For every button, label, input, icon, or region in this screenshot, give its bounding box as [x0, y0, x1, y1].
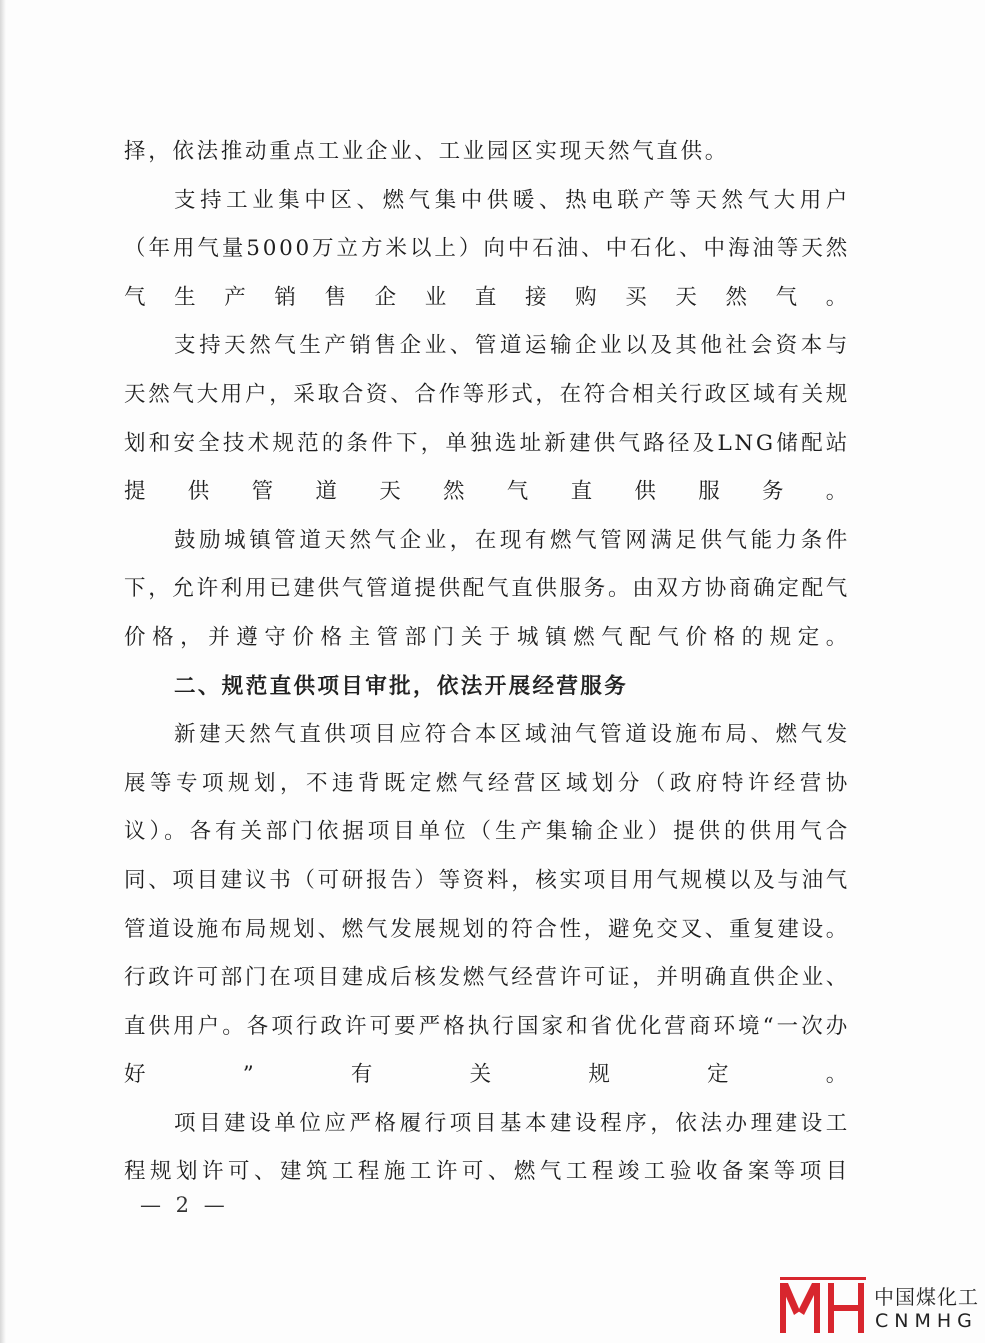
watermark-brand-en: CNMHG [875, 1310, 978, 1332]
paragraph-1: 择，依法推动重点工业企业、工业园区实现天然气直供。 [124, 139, 730, 164]
paragraph-2: 支持工业集中区、燃气集中供暖、热电联产等天然气大用户（年用气量5000万立方米以上）向中石油、中石化、中海油等天然气生产销售企业直接购买天然气。 [124, 187, 850, 310]
page-number: — 2 — [140, 1193, 229, 1217]
watermark [778, 1275, 978, 1335]
mh-logo-icon [778, 1275, 870, 1335]
scan-edge-shadow [0, 0, 6, 1343]
watermark-brand-cn: 中国煤化工 [874, 1285, 979, 1309]
paragraph-6: 新建天然气直供项目应符合本区域油气管道设施布局、燃气发展等专项规划，不违背既定燃气经营区域划分（政府特许经营协议）。各有关部门依据项目单位（生产集输企业）提供的供用气合同、项目建议书（可研报告）等资料，核实项目用气规模以及与油气管道设施布局规划、燃气发展规划的符合性，避免交叉、重复建设。行政许可部门在项目建成后核发燃气经营许可证，并明确直供企业、直供用户。各项行政许可要严格执行国家和省优化营商环境“一次办好”有关规定。 [124, 722, 851, 1088]
document-body [124, 128, 850, 1197]
paragraph-3: 支持天然气生产销售企业、管道运输企业以及其他社会资本与天然气大用户，采取合资、合作等形式，在符合相关行政区域有关规划和安全技术规范的条件下，单独选址新建供气路径及LNG储配站提供管道天然气直供服务。 [124, 333, 851, 505]
paragraph-4: 鼓励城镇管道天然气企业，在现有燃气管网满足供气能力条件下，允许利用已建供气管道提供配气直供服务。由双方协商确定配气价格，并遵守价格主管部门关于城镇燃气配气价格的规定。 [124, 527, 851, 650]
paragraph-7: 项目建设单位应严格履行项目基本建设程序，依法办理建设工程规划许可、建筑工程施工许可、燃气工程竣工验收备案等项目 [124, 1110, 850, 1185]
section-heading: 二、规范直供项目审批，依法开展经营服务 [174, 673, 629, 699]
